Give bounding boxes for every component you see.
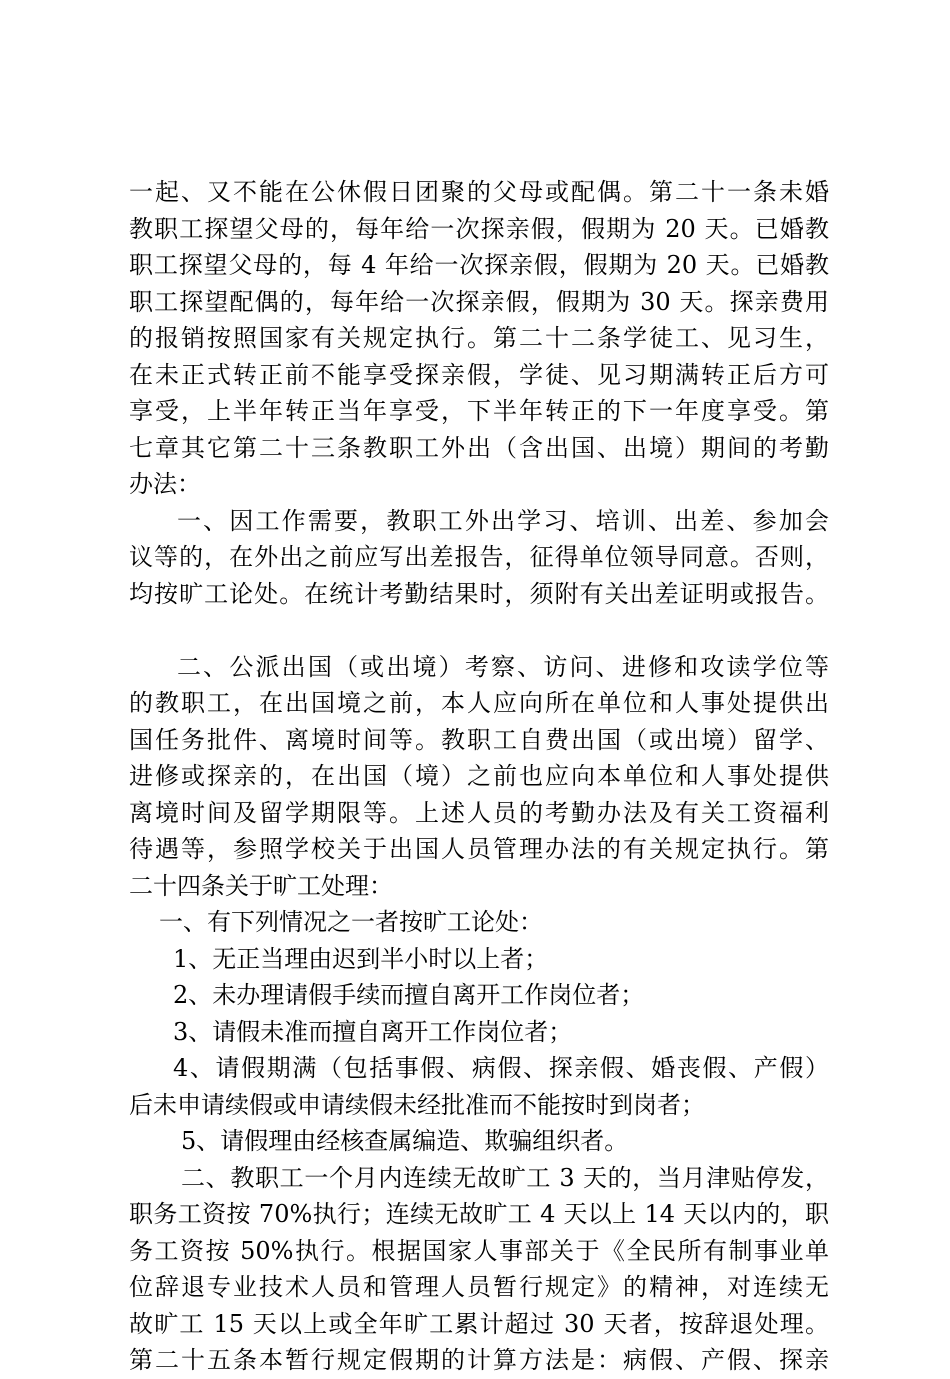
list-item: 5、请假理由经核查属编造、欺骗组织者。 — [181, 1127, 629, 1155]
paragraph-gap — [129, 612, 829, 649]
list-heading: 一、有下列情况之一者按旷工论处： — [159, 908, 543, 936]
document-body — [129, 174, 829, 1379]
text-line: 办法： — [129, 470, 201, 498]
text-line: 务工资按 50%执行。根据国家人事部关于《全民所有制事业单 — [129, 1236, 829, 1265]
text-line: 议等的，在外出之前应写出差报告，征得单位领导同意。否则， — [129, 543, 829, 571]
text-line: 国任务批件、离境时间等。教职工自费出国（或出境）留学、 — [129, 725, 829, 754]
text-line: 二、教职工一个月内连续无故旷工 3 天的，当月津贴停发， — [181, 1163, 829, 1192]
text-line: 二、公派出国（或出境）考察、访问、进修和攻读学位等 — [177, 652, 829, 681]
text-line: 职工探望配偶的，每年给一次探亲假，假期为 30 天。探亲费用 — [129, 287, 829, 316]
text-line: 教职工探望父母的，每年给一次探亲假，假期为 20 天。已婚教 — [129, 214, 829, 243]
text-line: 一起、又不能在公休假日团聚的父母或配偶。第二十一条未婚 — [129, 178, 829, 206]
text-line: 二十四条关于旷工处理： — [129, 871, 393, 900]
text-line: 职务工资按 70%执行；连续无故旷工 4 天以上 14 天以内的，职 — [129, 1200, 829, 1228]
text-line: 的报销按照国家有关规定执行。第二十二条学徒工、见习生， — [129, 324, 829, 352]
list-item: 3、请假未准而擅自离开工作岗位者； — [173, 1017, 573, 1046]
text-line: 第二十五条本暂行规定假期的计算方法是：病假、产假、探亲 — [129, 1346, 829, 1374]
text-line: 一、因工作需要，教职工外出学习、培训、出差、参加会 — [177, 506, 829, 535]
text-line: 后未申请续假或申请续假未经批准而不能按时到岗者； — [129, 1090, 705, 1119]
text-line: 位辞退专业技术人员和管理人员暂行规定》的精神，对连续无 — [129, 1273, 829, 1301]
text-line: 待遇等，参照学校关于出国人员管理办法的有关规定执行。第 — [129, 835, 829, 863]
list-item: 4、请假期满（包括事假、病假、探亲假、婚丧假、产假） — [173, 1054, 829, 1082]
text-line: 享受，上半年转正当年享受，下半年转正的下一年度享受。第 — [129, 397, 829, 425]
text-line: 进修或探亲的，在出国（境）之前也应向本单位和人事处提供 — [129, 762, 829, 790]
text-line: 离境时间及留学期限等。上述人员的考勤办法及有关工资福利 — [129, 798, 829, 827]
text-line: 职工探望父母的，每 4 年给一次探亲假，假期为 20 天。已婚教 — [129, 251, 829, 279]
list-item: 2、未办理请假手续而擅自离开工作岗位者； — [173, 981, 645, 1009]
text-line: 七章其它第二十三条教职工外出（含出国、出境）期间的考勤 — [129, 433, 829, 462]
text-line: 均按旷工论处。在统计考勤结果时，须附有关出差证明或报告。 — [129, 579, 829, 608]
list-item: 1、无正当理由迟到半小时以上者； — [173, 944, 549, 973]
text-line: 的教职工，在出国境之前，本人应向所在单位和人事处提供出 — [129, 689, 829, 717]
text-line: 故旷工 15 天以上或全年旷工累计超过 30 天者，按辞退处理。 — [129, 1309, 829, 1338]
text-line: 在未正式转正前不能享受探亲假，学徒、见习期满转正后方可 — [129, 360, 829, 389]
